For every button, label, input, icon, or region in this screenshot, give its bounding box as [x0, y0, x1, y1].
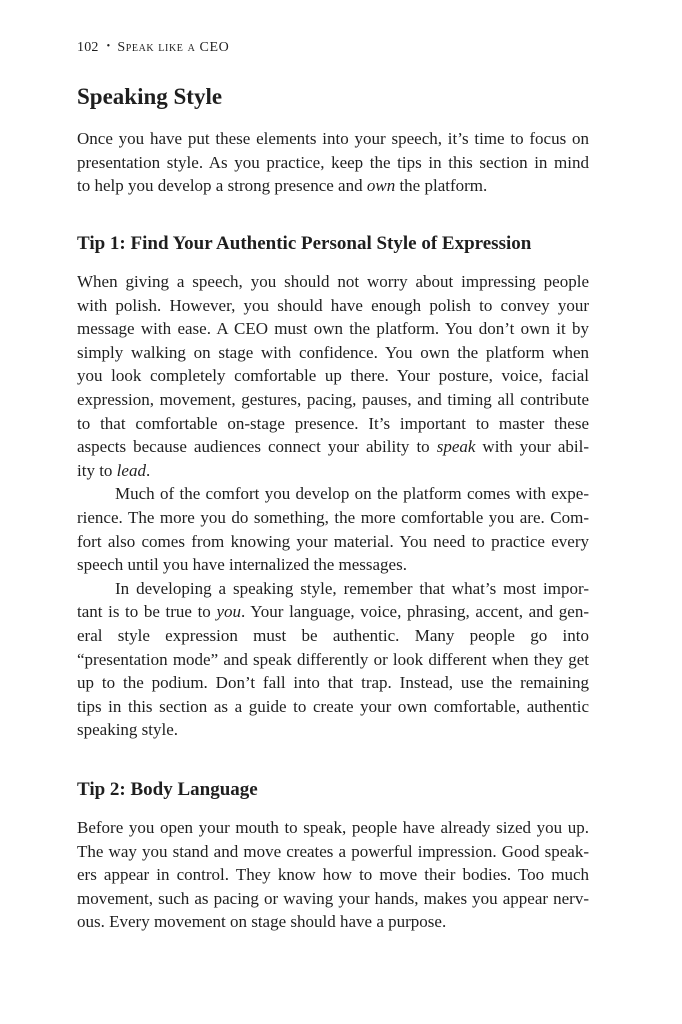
- tip2-heading: Tip 2: Body Language: [77, 779, 258, 800]
- emphasis: lead: [116, 460, 146, 480]
- intro-paragraph: [77, 127, 589, 198]
- text-line: fort also comes from knowing your material. You need to practice every: [77, 531, 589, 551]
- text-line: eral style expression must be authentic. Many people go into: [77, 625, 589, 645]
- text-line: Once you have put these elements into your speech, it’s time to focus on: [77, 129, 589, 148]
- tip2-body: [77, 816, 589, 934]
- text-line: ity to lead.: [77, 460, 151, 480]
- text-line: to help you develop a strong presence and own the platform.: [77, 176, 488, 196]
- text-line: When giving a speech, you should not worry about impressing people: [77, 272, 589, 291]
- text-line: movement, such as pacing or waving your hands, makes you appear nerv-: [77, 888, 589, 908]
- text-line: ers appear in control. They know how to move their bodies. Too much: [77, 865, 589, 885]
- page-number: 102: [77, 40, 99, 55]
- text-line: In developing a speaking style, remember that what’s most impor-: [115, 578, 589, 598]
- running-head: [77, 40, 229, 56]
- text-line: rience. The more you do something, the more comfortable you are. Com-: [77, 507, 589, 527]
- text-line: Before you open your mouth to speak, people have already sized you up.: [77, 818, 589, 837]
- header-separator: •: [106, 41, 111, 52]
- text-line: with polish. However, you should have enough polish to convey your: [77, 295, 589, 315]
- text-line: aspects because audiences connect your ability to speak with your abil-: [77, 437, 590, 457]
- text-line: expression, movement, gestures, pacing, pauses, and timing all contribute: [77, 389, 589, 409]
- emphasis: you: [216, 602, 241, 622]
- text-line: simply walking on stage with confidence. You own the platform when: [77, 342, 589, 362]
- text-line: “presentation mode” and speak differently or look different when they get: [77, 649, 589, 669]
- emphasis: own: [366, 176, 396, 196]
- text-line: you look completely comfortable up there. Your posture, voice, facial: [77, 366, 589, 386]
- text-line: message with ease. A CEO must own the platform. You don’t own it by: [77, 319, 589, 339]
- book-title: Speak like a CEO: [117, 40, 230, 55]
- text-line: Much of the comfort you develop on the platform comes with expe-: [115, 484, 589, 504]
- tip1-heading: Tip 1: Find Your Authentic Personal Style of Expression: [77, 233, 532, 254]
- text-line: The way you stand and move creates a powerful impression. Good speak-: [77, 841, 589, 861]
- text-line: up to the podium. Don’t fall into that trap. Instead, use the remaining: [77, 673, 589, 693]
- tip1-body: [77, 270, 589, 742]
- emphasis: speak: [436, 437, 476, 457]
- section-title: Speaking Style: [77, 84, 223, 109]
- text-line: to that comfortable on-stage presence. It’s important to master these: [77, 413, 589, 433]
- text-line: tips in this section as a guide to create your own comfortable, authentic: [77, 696, 589, 716]
- text-line: speech until you have internalized the messages.: [77, 555, 407, 575]
- text-line: tant is to be true to you. Your language, voice, phrasing, accent, and gen-: [77, 602, 589, 622]
- text-line: speaking style.: [77, 720, 179, 740]
- text-line: ous. Every movement on stage should have a purpose.: [77, 912, 447, 932]
- text-line: presentation style. As you practice, keep the tips in this section in mind: [77, 152, 589, 172]
